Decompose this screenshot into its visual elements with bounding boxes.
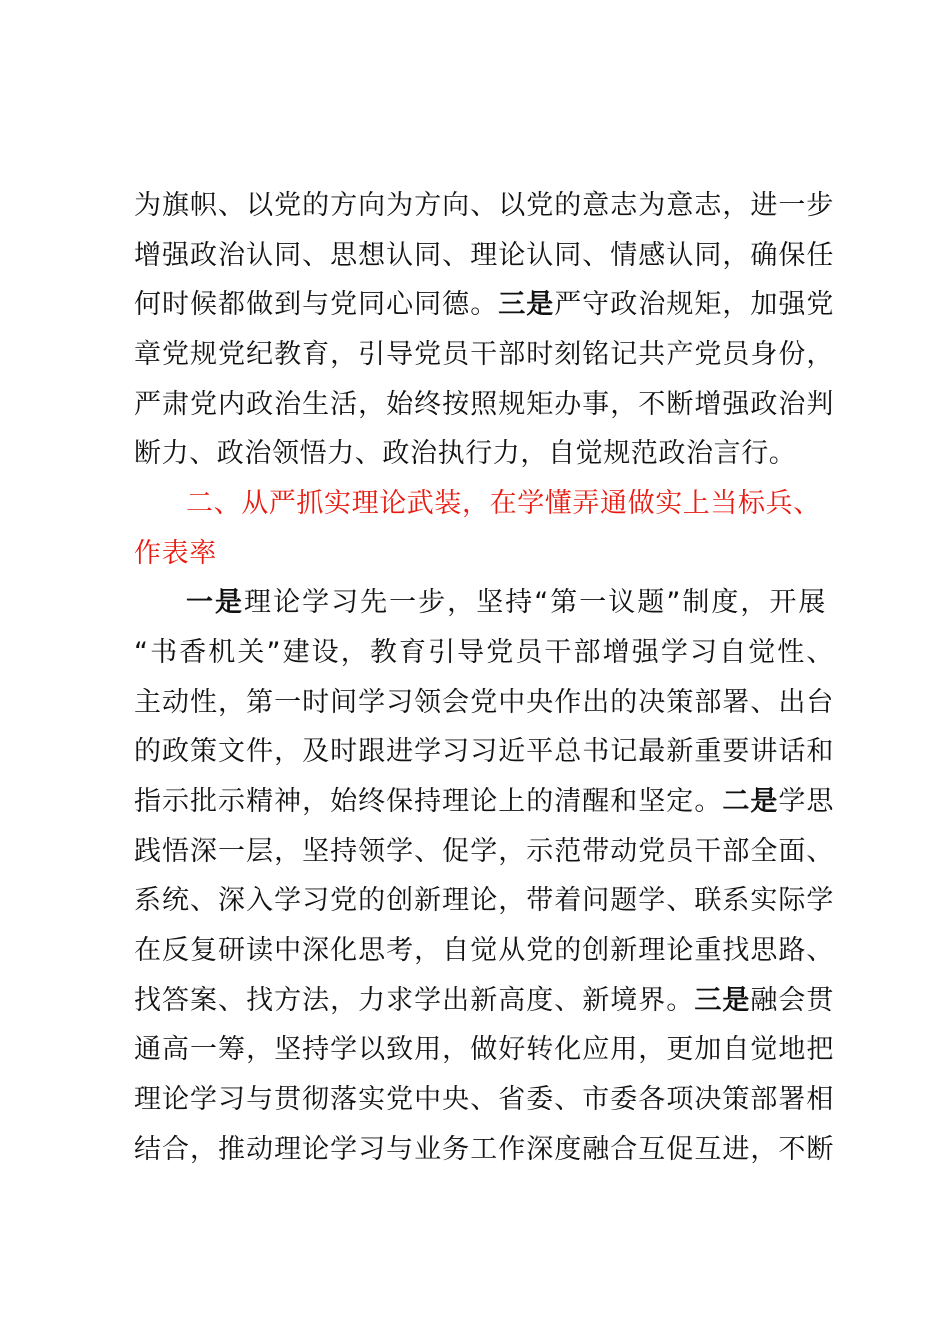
paragraph-line: 结合，推动理论学习与业务工作深度融合互促互进，不断	[134, 1134, 834, 1165]
line-text: 指示批示精神，始终保持理论上的清醒和坚定。	[134, 786, 723, 817]
bold-marker: 三是	[498, 289, 555, 320]
line-text: 理论学习先一步，坚持“第一议题”制度，开展	[244, 587, 827, 618]
paragraph-line	[134, 981, 834, 1021]
paragraph-line	[186, 583, 826, 623]
line-text: 融会贯	[750, 985, 835, 1016]
paragraph-line	[134, 285, 834, 325]
line-text: 何时候都做到与党同心同德。	[134, 289, 499, 320]
paragraph-line: 践悟深一层，坚持领学、促学，示范带动党员干部全面、	[134, 836, 834, 867]
paragraph-line: 的政策文件，及时跟进学习习近平总书记最新重要讲话和	[134, 736, 834, 767]
paragraph-line: 严肃党内政治生活，始终按照规矩办事，不断增强政治判	[134, 389, 834, 420]
paragraph-line: 主动性，第一时间学习领会党中央作出的决策部署、出台	[134, 687, 834, 718]
paragraph-line: 章党规党纪教育，引导党员干部时刻铭记共产党员身份，	[134, 339, 834, 370]
bold-marker: 三是	[694, 985, 751, 1016]
paragraph-line: 通高一筹，坚持学以致用，做好转化应用，更加自觉地把	[134, 1034, 834, 1065]
paragraph-line: 为旗帜、以党的方向为方向、以党的意志为意志，进一步	[134, 190, 834, 221]
paragraph-line: 系统、深入学习党的创新理论，带着问题学、联系实际学	[134, 885, 834, 916]
bold-marker: 一是	[186, 587, 245, 618]
line-text: 找答案、找方法，力求学出新高度、新境界。	[134, 985, 695, 1016]
paragraph-line: 理论学习与贯彻落实党中央、省委、市委各项决策部署相	[134, 1084, 834, 1115]
section-heading: 二、从严抓实理论武装，在学懂弄通做实上当标兵、	[186, 488, 821, 519]
paragraph-line: 断力、政治领悟力、政治执行力，自觉规范政治言行。	[134, 438, 797, 469]
bold-marker: 二是	[722, 786, 779, 817]
paragraph-line: 增强政治认同、思想认同、理论认同、情感认同，确保任	[134, 240, 834, 271]
paragraph-line: 在反复研读中深化思考，自觉从党的创新理论重找思路、	[134, 935, 834, 966]
line-text: 严守政治规矩，加强党	[554, 289, 835, 320]
paragraph-line	[134, 782, 834, 822]
paragraph-line: “书香机关”建设，教育引导党员干部增强学习自觉性、	[134, 637, 834, 668]
section-heading: 作表率	[134, 538, 217, 569]
line-text: 学思	[778, 786, 835, 817]
